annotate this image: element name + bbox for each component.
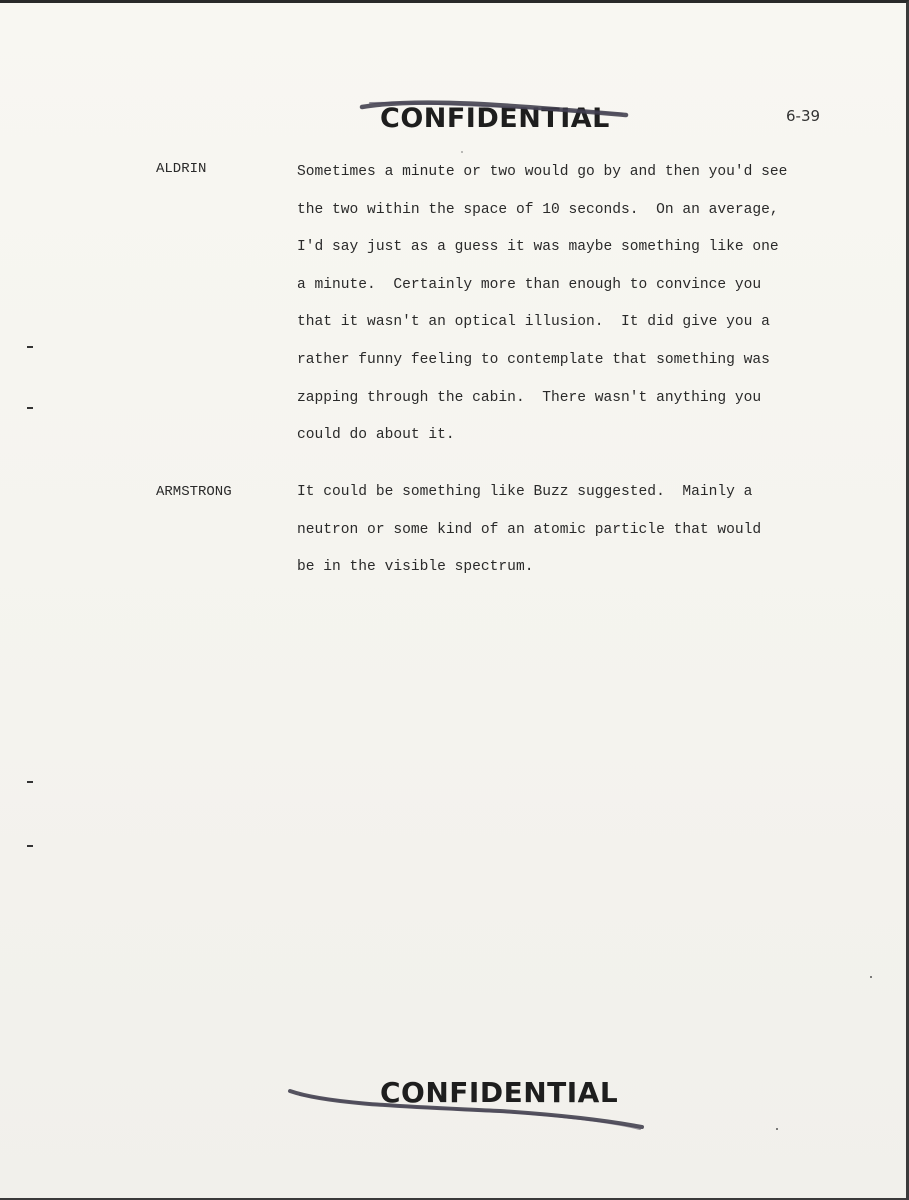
speaker-label: ARMSTRONG — [156, 484, 232, 500]
speech-line: It could be something like Buzz suggested. Mainly a — [297, 484, 753, 500]
speech-line: be in the visible spectrum. — [297, 559, 534, 576]
speech-block — [297, 154, 837, 455]
dust-speck — [461, 151, 463, 153]
margin-mark — [27, 781, 33, 783]
speech-block — [297, 474, 837, 587]
dust-speck — [776, 1128, 778, 1130]
speech-line: that it wasn't an optical illusion. It did give you a — [297, 314, 770, 331]
speech-line: I'd say just as a guess it was maybe something like one — [297, 239, 779, 256]
speech-line: could do about it. — [297, 427, 455, 444]
speech-line: Sometimes a minute or two would go by and then you'd see — [297, 164, 788, 180]
confidential-stamp-top: CONFIDENTIAL — [380, 103, 610, 134]
dust-speck — [870, 976, 872, 978]
confidential-stamp-bottom: CONFIDENTIAL — [380, 1076, 619, 1109]
speech-line: zapping through the cabin. There wasn't anything you — [297, 389, 762, 406]
speech-line: the two within the space of 10 seconds. On an average, — [297, 201, 779, 218]
speech-line: neutron or some kind of an atomic particle that would — [297, 521, 762, 538]
margin-mark — [27, 845, 33, 847]
speech-line: rather funny feeling to contemplate that something was — [297, 351, 770, 368]
margin-mark — [27, 346, 33, 348]
page-number: 6-39 — [786, 107, 821, 125]
speaker-label: ALDRIN — [156, 161, 207, 177]
speech-line: a minute. Certainly more than enough to convince you — [297, 276, 762, 293]
margin-mark — [27, 407, 33, 409]
